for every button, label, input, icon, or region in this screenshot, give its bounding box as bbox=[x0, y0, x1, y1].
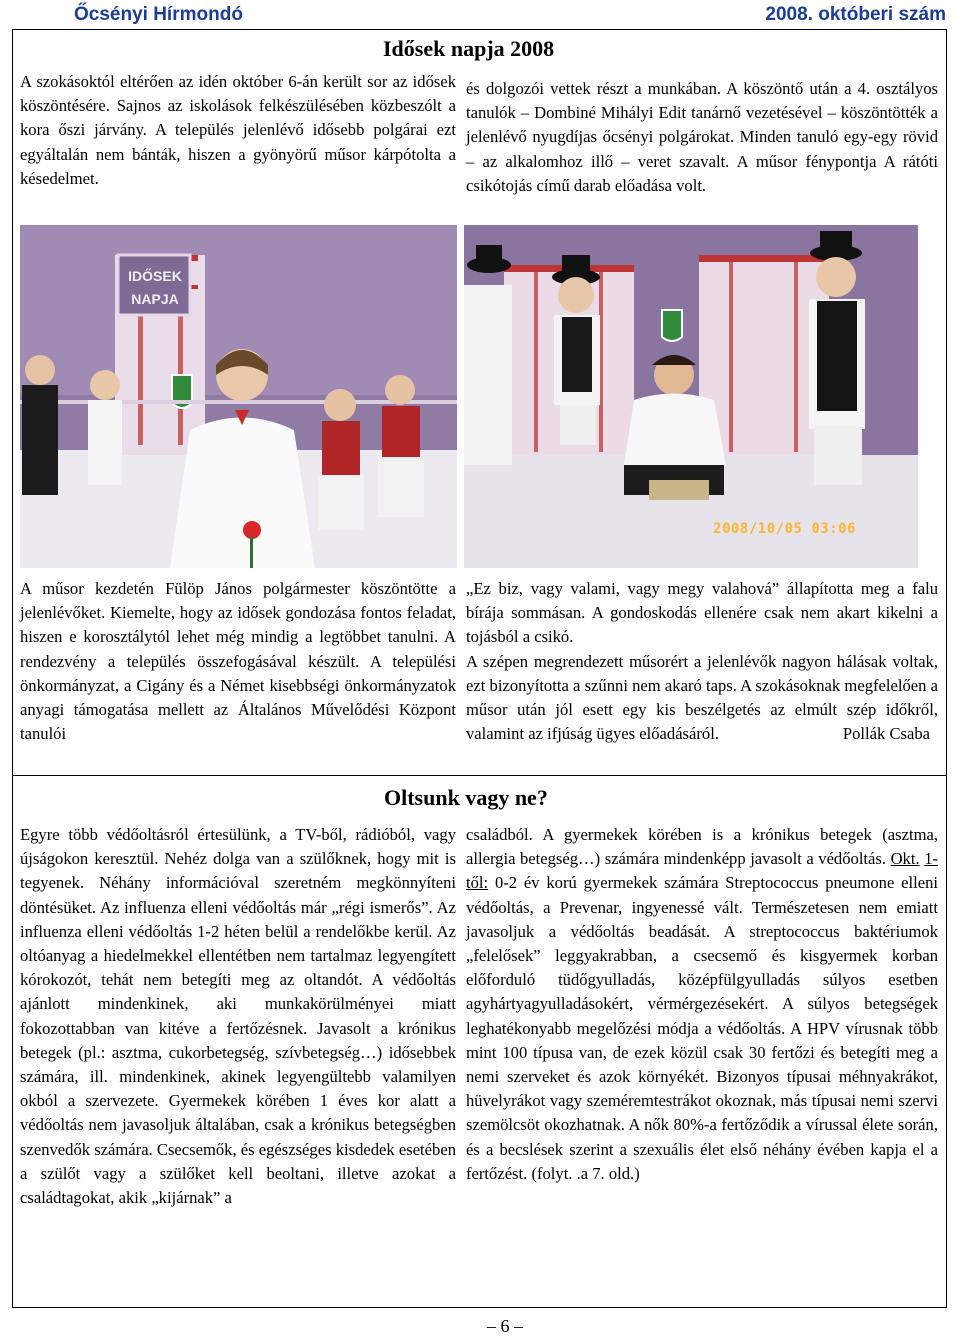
underlined-1tol: 1-től: bbox=[466, 849, 939, 893]
photo-timestamp: 2008/10/05 03:06 bbox=[713, 521, 856, 537]
article-title-idosek-napja: Idősek napja 2008 bbox=[383, 36, 555, 61]
photo-banner-text: IDŐSEK NAPJA bbox=[128, 268, 182, 307]
article1-main-col1: A műsor kezdetén Fülöp János polgármester köszöntötte a jelenlévőket. Kiemelte, hogy az idősek gondozása fontos feladat, hiszen e korosztálytól lehet még mindig a legtöbbet tanulni. A rendezvény a település összefogásával készült. A települési önkormányzat, a Cigány és a Német kisebbségi önkormányzatok anyagi támogatása mellett az Általános Művelődési Központ tanulói bbox=[20, 579, 456, 744]
article1-main-col2: „Ez biz, vagy valami, vagy megy valahová” állapította meg a falu bírája sommásan. A gondoskodás ellenére csak nem akart kikelni a tojásból a csikó. A szépen megrendezett műsorért a jelenlévők nagyon hálásak voltak, ezt bizonyította a szűnni nem akaró taps. A szokásoknak megfelelően a műsor után jól esett egy kis beszélgetés az elmúlt szép időkről, valamint az ifjúság ügyes előadásáról. Pollák Csaba bbox=[466, 577, 938, 746]
article1-intro-col1: A szokásoktól eltérően az idén október 6-án került sor az idősek köszöntésére. Sajnos az iskolások felkészülésében közbeszólt a kora őszi járvány. A település jelenlévő idősebb polgárai ezt egyáltalán nem bánták, hiszen a gyönyörű műsor kárpótolta a késedelmet. bbox=[20, 72, 456, 188]
article2-col2: családból. A gyermekek körében is a krónikus betegek (asztma, allergia betegség…) számára mindenképp javasolt a védőoltás. Okt. 1-től: 0-2 év korú gyermekek számára Streptococcus pneumone elleni védőoltás, a Prevenar, ingyenessé vált. Természetesen nem emiatt javasoljuk a védőoltás beadását. A streptococcus baktériumok „felelősek” leggyakrabban, a csecsemő és kisgyermek korban előforduló tüdőgyulladás, középfülgyulladás súlyos esetben agyhártyagyulladásokért, vérmérgezésekért. A súlyos betegségek leghatékonyabb megelőzési módja a védőoltás. A HPV vírusnak több mint 100 típusa van, de ezek közül csak 30 fertőzi és betegíti meg a nemi szerveket és azok környékét. Bizonyos típusai méhnyakrákot, hüvelyrákot vagy szeméremtestrákot okoznak, más típusai nemi szervi szemölcsöt okozhatnak. A nők 80%-a fertőződik a vírussal élete során, és a becslések szerint a szexuális élet első néhány évében kapja el a fertőzést. (folyt. .a 7. old.) bbox=[466, 825, 939, 1183]
publication-title: Őcsényi Hírmondó bbox=[74, 4, 243, 25]
photo-play-performance bbox=[464, 225, 918, 568]
issue-label: 2008. októberi szám bbox=[765, 4, 946, 25]
article1-intro-col2: és dolgozói vettek részt a munkában. A köszöntő után a 4. osztályos tanulók – Dombiné Mihályi Edit tanárnő vezetésével – köszöntötték a jelenlévő nyugdíjas őcsényi polgárokat. Minden tanuló egy-egy rövid – az alkalomhoz illő – veret szavalt. A műsor fénypontja A rátóti csikótojás című darab előadása volt. bbox=[466, 79, 938, 195]
frame-top bbox=[12, 29, 947, 30]
page-number: – 6 – bbox=[487, 1316, 523, 1336]
frame-bottom bbox=[12, 1307, 947, 1308]
continued-note: (folyt. .a 7. old.) bbox=[531, 1163, 640, 1183]
article-divider bbox=[12, 775, 947, 776]
article2-col1: Egyre több védőoltásról értesülünk, a TV-ből, rádióból, vagy újságokon keresztül. Nehéz dolga van a szülőknek, hogy mit is tegyenek. Néhány információval szeretném megkönnyíteni döntésüket. Az influenza elleni védőoltás már „régi ismerős”. Az influenza elleni védőoltás 1-2 héten belül a rendelőkbe kerül. Az oltóanyag a hiedelmekkel ellentétben nem tartalmaz legyengített kórokozót, tehát nem betegíti meg az oltandót. A védőoltás ajánlott mindenkinek, aki munkakörülményei miatt fokozottabban van kitéve a fertőzésnek. Javasolt a krónikus betegek (pl.: asztma, cukorbetegség, szívbetegség…) idősebbek számára, ill. mindenkinek, akinek legyengültebb valamilyen okból a szervezete. Gyermekek körében 1 éves kor alatt a védőoltás nem javasoljuk általában, csak a krónikus betegségben szenvedők számára. Csecsemők, és egészséges kisdedek esetében a szülőt vagy a szülőket kell beoltani, illetve azokat a családtagokat, akik „kijárnak” a bbox=[20, 825, 456, 1208]
article-title-oltsunk: Oltsunk vagy ne? bbox=[384, 785, 548, 810]
photo-children-costume bbox=[20, 225, 457, 568]
author-name: Pollák Csaba bbox=[842, 724, 930, 744]
frame-left bbox=[12, 29, 13, 1307]
underlined-okt: Okt. bbox=[890, 849, 920, 869]
frame-right bbox=[946, 29, 947, 1307]
